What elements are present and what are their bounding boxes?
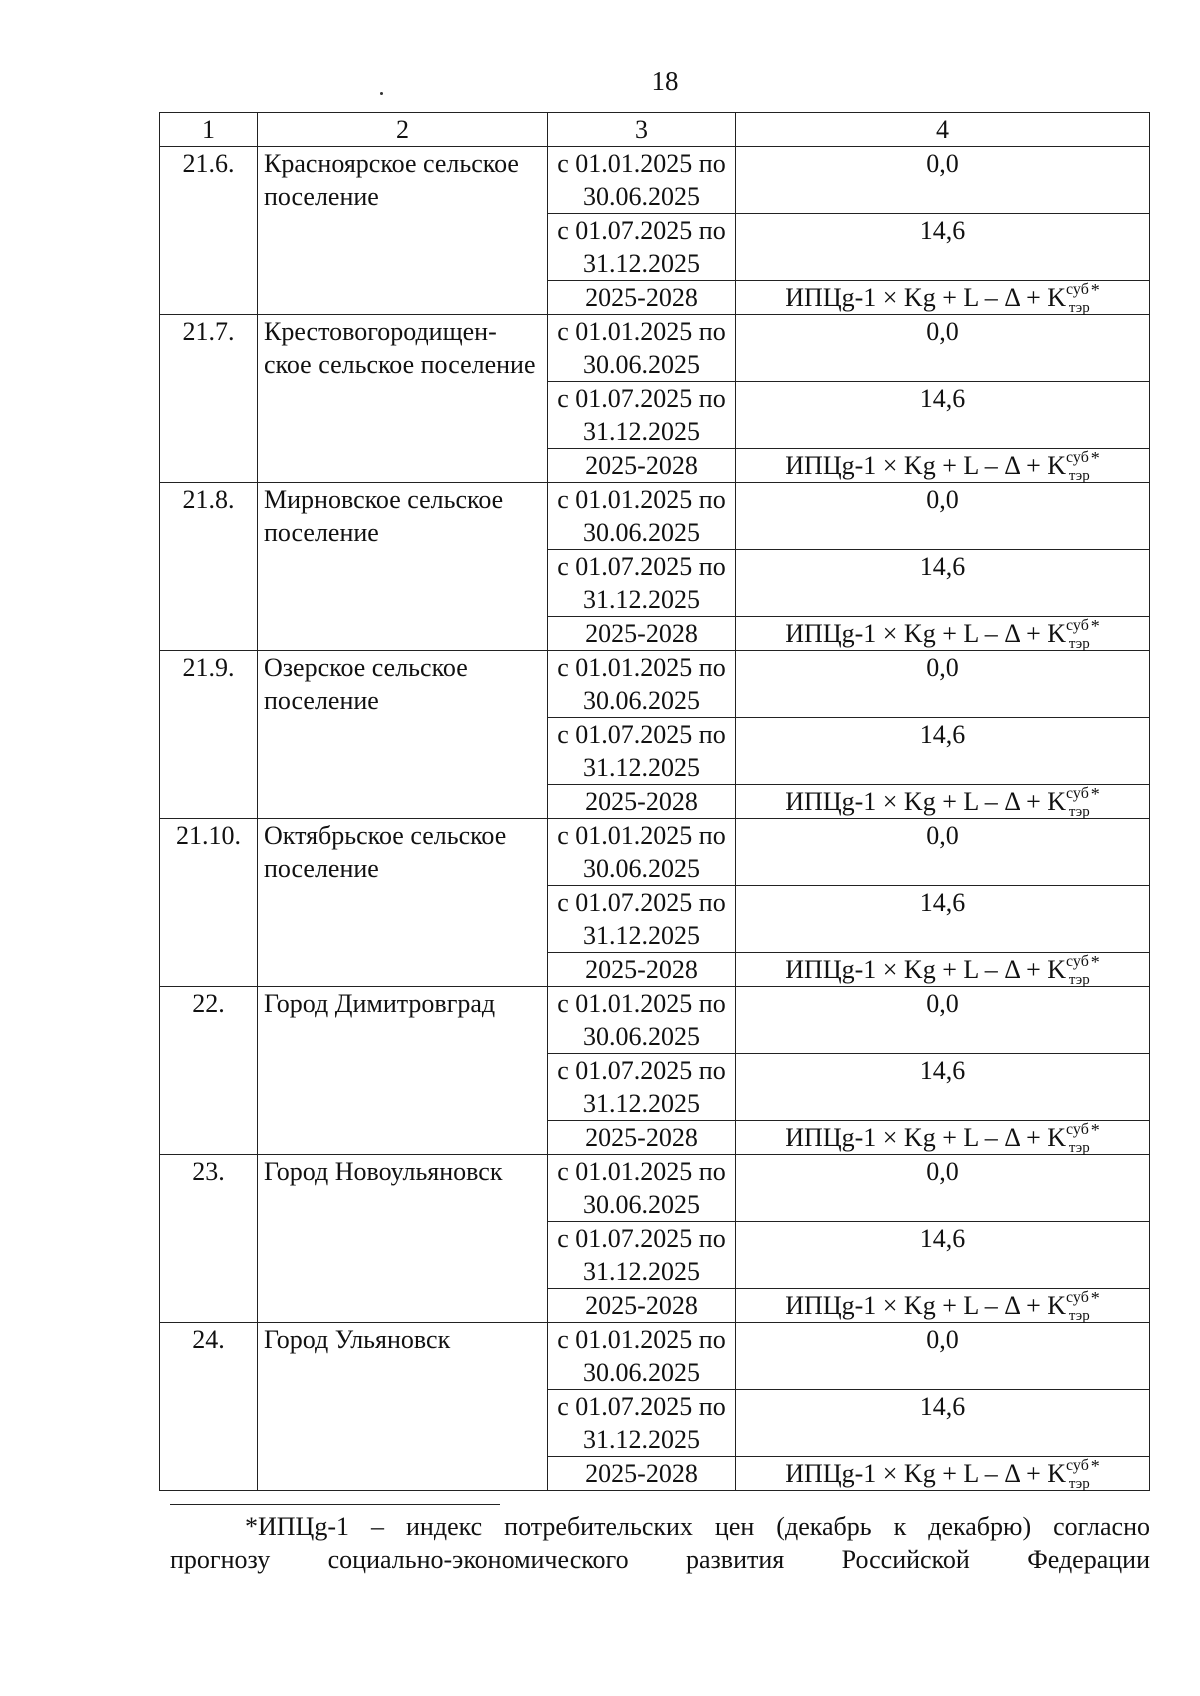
formula-superscript: суб: [1066, 953, 1089, 970]
formula-superscript: суб: [1066, 1121, 1089, 1138]
period-cell: с 01.07.2025 по 31.12.2025: [548, 214, 736, 281]
footnote-line-1: *ИПЦg-1 – индекс потребительских цен (декабрь к декабрю) согласно: [245, 1512, 1150, 1541]
formula-superscript: суб: [1066, 449, 1089, 466]
formula-asterisk: *: [1090, 952, 1100, 972]
formula-asterisk: *: [1090, 1456, 1100, 1476]
formula-main: ИПЦg-1 × Kg + L – Δ + K: [785, 1291, 1067, 1320]
formula-cell: [736, 281, 1150, 315]
table-row: [160, 483, 1150, 550]
formula-superscript: суб: [1066, 617, 1089, 634]
table-row: [160, 651, 1150, 718]
footnote: [170, 1510, 1150, 1576]
period-cell: 2025-2028: [548, 1121, 736, 1155]
period-cell: 2025-2028: [548, 281, 736, 315]
formula-superscript: суб: [1066, 785, 1089, 802]
period-cell: 2025-2028: [548, 1457, 736, 1491]
municipality-name: Октябрьское сельское поселение: [258, 819, 548, 987]
period-cell: с 01.01.2025 по 30.06.2025: [548, 315, 736, 382]
column-header-4: 4: [736, 113, 1150, 147]
value-cell: 0,0: [736, 483, 1150, 550]
value-cell: 14,6: [736, 1390, 1150, 1457]
table-row: [160, 147, 1150, 214]
value-cell: 14,6: [736, 382, 1150, 449]
formula-subscript: тэр: [1068, 468, 1090, 484]
municipality-name: Красноярское сельское поселение: [258, 147, 548, 315]
value-cell: 14,6: [736, 718, 1150, 785]
formula-cell: [736, 785, 1150, 819]
header-row: [160, 113, 1150, 147]
formula-main: ИПЦg-1 × Kg + L – Δ + K: [785, 787, 1067, 816]
municipality-name: Город Ульяновск: [258, 1323, 548, 1491]
formula-asterisk: *: [1090, 448, 1100, 468]
value-cell: 14,6: [736, 886, 1150, 953]
period-cell: 2025-2028: [548, 785, 736, 819]
table-row: [160, 987, 1150, 1054]
formula-cell: [736, 1289, 1150, 1323]
formula-asterisk: *: [1090, 616, 1100, 636]
period-cell: с 01.07.2025 по 31.12.2025: [548, 1054, 736, 1121]
formula-subscript: тэр: [1068, 1476, 1090, 1492]
municipality-name: Крестовогородищен-ское сельское поселение: [258, 315, 548, 483]
value-cell: 0,0: [736, 147, 1150, 214]
footnote-rule: [170, 1504, 500, 1505]
municipality-name: Озерское сельское поселение: [258, 651, 548, 819]
formula-asterisk: *: [1090, 1120, 1100, 1140]
period-cell: с 01.01.2025 по 30.06.2025: [548, 1155, 736, 1222]
formula-asterisk: *: [1090, 784, 1100, 804]
formula-subscript: тэр: [1068, 804, 1090, 820]
row-number: 24.: [160, 1323, 258, 1491]
row-number: 21.10.: [160, 819, 258, 987]
period-cell: 2025-2028: [548, 449, 736, 483]
table-row: [160, 819, 1150, 886]
row-number: 22.: [160, 987, 258, 1155]
formula-subscript: тэр: [1068, 1140, 1090, 1156]
formula-cell: [736, 1457, 1150, 1491]
period-cell: с 01.01.2025 по 30.06.2025: [548, 483, 736, 550]
formula-subscript: тэр: [1068, 972, 1090, 988]
value-cell: 0,0: [736, 1323, 1150, 1390]
period-cell: 2025-2028: [548, 953, 736, 987]
municipality-name: Мирновское сельское поселение: [258, 483, 548, 651]
row-number: 21.9.: [160, 651, 258, 819]
formula-asterisk: *: [1090, 1288, 1100, 1308]
formula-cell: [736, 449, 1150, 483]
column-header-1: 1: [160, 113, 258, 147]
row-number: 21.7.: [160, 315, 258, 483]
formula-main: ИПЦg-1 × Kg + L – Δ + K: [785, 955, 1067, 984]
value-cell: 14,6: [736, 214, 1150, 281]
row-number: 21.6.: [160, 147, 258, 315]
period-cell: с 01.07.2025 по 31.12.2025: [548, 886, 736, 953]
formula-superscript: суб: [1066, 1289, 1089, 1306]
formula-main: ИПЦg-1 × Kg + L – Δ + K: [785, 619, 1067, 648]
formula-superscript: суб: [1066, 281, 1089, 298]
row-number: 23.: [160, 1155, 258, 1323]
municipality-name: Город Димитровград: [258, 987, 548, 1155]
period-cell: с 01.07.2025 по 31.12.2025: [548, 382, 736, 449]
column-header-3: 3: [548, 113, 736, 147]
value-cell: 0,0: [736, 651, 1150, 718]
formula-superscript: суб: [1066, 1457, 1089, 1474]
formula-cell: [736, 953, 1150, 987]
page-number: 18: [651, 66, 679, 96]
period-cell: с 01.01.2025 по 30.06.2025: [548, 1323, 736, 1390]
formula-cell: [736, 1121, 1150, 1155]
period-cell: с 01.07.2025 по 31.12.2025: [548, 1390, 736, 1457]
value-cell: 0,0: [736, 315, 1150, 382]
period-cell: 2025-2028: [548, 617, 736, 651]
value-cell: 0,0: [736, 1155, 1150, 1222]
period-cell: с 01.01.2025 по 30.06.2025: [548, 651, 736, 718]
column-header-2: 2: [258, 113, 548, 147]
table-row: [160, 1323, 1150, 1390]
formula-main: ИПЦg-1 × Kg + L – Δ + K: [785, 1123, 1067, 1152]
formula-subscript: тэр: [1068, 1308, 1090, 1324]
formula-main: ИПЦg-1 × Kg + L – Δ + K: [785, 283, 1067, 312]
value-cell: 14,6: [736, 1222, 1150, 1289]
period-cell: с 01.07.2025 по 31.12.2025: [548, 550, 736, 617]
value-cell: 0,0: [736, 987, 1150, 1054]
footnote-line-2: прогнозу социально-экономического развития Российской Федерации: [170, 1545, 1150, 1574]
table-body: [160, 113, 1150, 1491]
formula-cell: [736, 617, 1150, 651]
period-cell: с 01.01.2025 по 30.06.2025: [548, 819, 736, 886]
formula-main: ИПЦg-1 × Kg + L – Δ + K: [785, 451, 1067, 480]
value-cell: 14,6: [736, 1054, 1150, 1121]
period-cell: с 01.01.2025 по 30.06.2025: [548, 987, 736, 1054]
formula-subscript: тэр: [1068, 300, 1090, 316]
value-cell: 0,0: [736, 819, 1150, 886]
formula-subscript: тэр: [1068, 636, 1090, 652]
value-cell: 14,6: [736, 550, 1150, 617]
period-cell: с 01.01.2025 по 30.06.2025: [548, 147, 736, 214]
table-row: [160, 315, 1150, 382]
municipality-name: Город Новоульяновск: [258, 1155, 548, 1323]
period-cell: с 01.07.2025 по 31.12.2025: [548, 718, 736, 785]
period-cell: 2025-2028: [548, 1289, 736, 1323]
formula-main: ИПЦg-1 × Kg + L – Δ + K: [785, 1459, 1067, 1488]
formula-asterisk: *: [1090, 280, 1100, 300]
scan-speck: [380, 92, 383, 95]
row-number: 21.8.: [160, 483, 258, 651]
table-row: [160, 1155, 1150, 1222]
tariff-table: [159, 112, 1150, 1491]
period-cell: с 01.07.2025 по 31.12.2025: [548, 1222, 736, 1289]
